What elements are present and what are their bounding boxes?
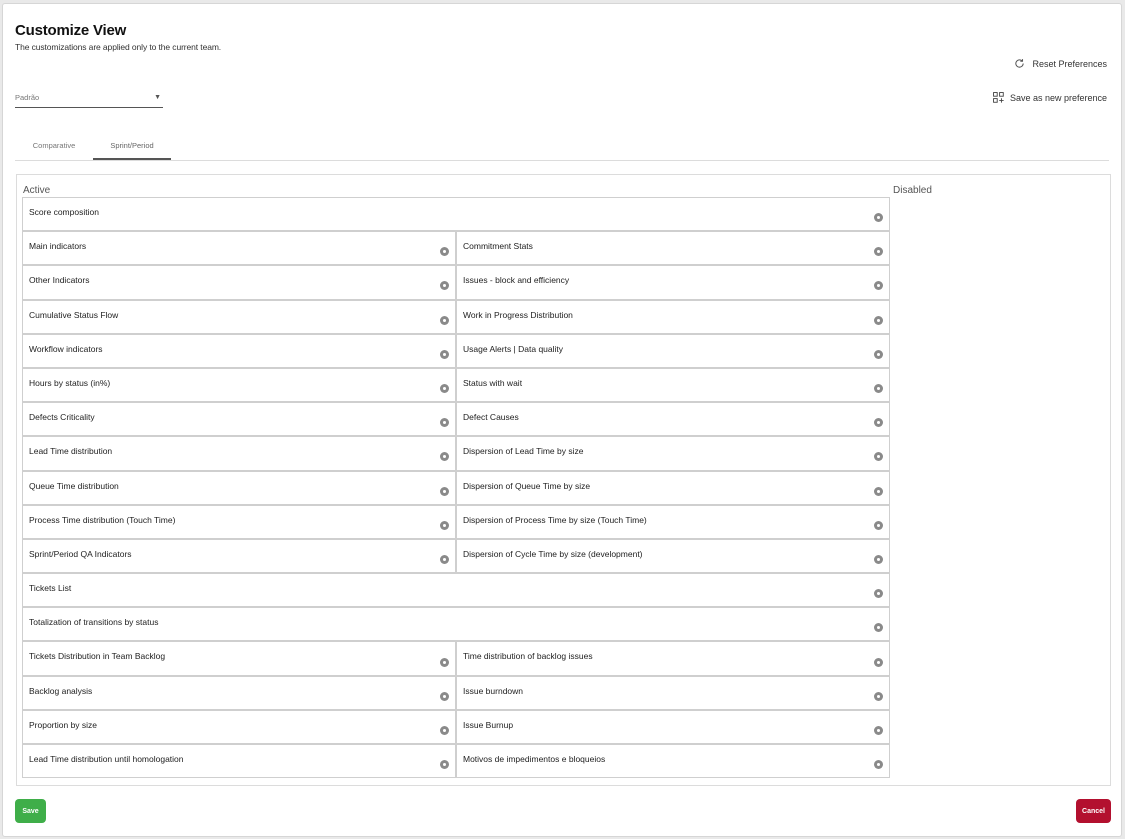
- visibility-toggle-icon[interactable]: [440, 452, 449, 461]
- widget-card[interactable]: [22, 505, 456, 539]
- reset-preferences-label: Reset Preferences: [1032, 58, 1107, 69]
- widget-card-label: Totalization of transitions by status: [29, 617, 159, 628]
- widget-card[interactable]: [22, 471, 456, 505]
- visibility-toggle-icon[interactable]: [440, 658, 449, 667]
- widget-card-label: Status with wait: [463, 377, 523, 388]
- page-subtitle: The customizations are applied only to the current team.: [15, 42, 222, 52]
- visibility-toggle-icon[interactable]: [440, 521, 449, 530]
- widget-card-label: Dispersion of Lead Time by size: [463, 446, 584, 457]
- visibility-toggle-icon[interactable]: [874, 589, 883, 598]
- widget-card-label: Usage Alerts | Data quality: [463, 343, 564, 354]
- preference-select-value: Padrão: [15, 93, 40, 102]
- widgets-panel: [16, 174, 1111, 786]
- widget-card[interactable]: [22, 197, 890, 231]
- active-column-title: Active: [23, 185, 51, 196]
- visibility-toggle-icon[interactable]: [440, 555, 449, 564]
- widget-card-label: Commitment Stats: [463, 241, 533, 252]
- widget-card[interactable]: [456, 539, 890, 573]
- widget-card-label: Queue Time distribution: [29, 480, 119, 491]
- visibility-toggle-icon[interactable]: [440, 726, 449, 735]
- widget-card[interactable]: [456, 334, 890, 368]
- visibility-toggle-icon[interactable]: [874, 418, 883, 427]
- widget-card-label: Sprint/Period QA Indicators: [29, 548, 132, 559]
- widget-card-label: Work in Progress Distribution: [463, 309, 573, 320]
- widget-card-label: Motivos de impedimentos e bloqueios: [463, 754, 606, 764]
- widget-card[interactable]: [22, 539, 456, 573]
- widget-card[interactable]: [22, 710, 456, 744]
- visibility-toggle-icon[interactable]: [440, 247, 449, 256]
- cancel-button[interactable]: Cancel: [1076, 799, 1111, 823]
- widget-card[interactable]: [22, 676, 456, 710]
- widget-card[interactable]: [22, 231, 456, 265]
- visibility-toggle-icon[interactable]: [874, 213, 883, 222]
- save-button[interactable]: Save: [15, 799, 46, 823]
- visibility-toggle-icon[interactable]: [874, 247, 883, 256]
- page-title: Customize View: [15, 22, 127, 39]
- widget-card-label: Backlog analysis: [29, 685, 93, 696]
- visibility-toggle-icon[interactable]: [440, 384, 449, 393]
- visibility-toggle-icon[interactable]: [440, 418, 449, 427]
- widget-card[interactable]: [456, 265, 890, 299]
- visibility-toggle-icon[interactable]: [440, 316, 449, 325]
- widget-card-label: Defects Criticality: [29, 412, 95, 423]
- widget-card[interactable]: [456, 471, 890, 505]
- visibility-toggle-icon[interactable]: [874, 555, 883, 564]
- active-widgets-grid: [22, 197, 890, 778]
- visibility-toggle-icon[interactable]: [440, 281, 449, 290]
- tabs-divider: [15, 160, 1109, 161]
- tab-sprint-period[interactable]: Sprint/Period: [93, 131, 171, 160]
- widget-card[interactable]: [22, 641, 456, 675]
- disabled-column-title: Disabled: [893, 185, 932, 196]
- visibility-toggle-icon[interactable]: [874, 316, 883, 325]
- widget-card-label: Issues - block and efficiency: [463, 275, 570, 286]
- widget-card-label: Lead Time distribution until homologation: [29, 754, 184, 764]
- customize-view-dialog: [2, 3, 1122, 837]
- widget-card-label: Proportion by size: [29, 719, 98, 730]
- visibility-toggle-icon[interactable]: [874, 452, 883, 461]
- widget-card-label: Dispersion of Process Time by size (Touch Time): [463, 514, 647, 525]
- visibility-toggle-icon[interactable]: [874, 726, 883, 735]
- widget-card-label: Process Time distribution (Touch Time): [29, 514, 176, 525]
- widget-card-label: Hours by status (in%): [29, 377, 111, 388]
- widget-card[interactable]: [22, 368, 456, 402]
- widget-card-label: Workflow indicators: [29, 343, 103, 354]
- visibility-toggle-icon[interactable]: [874, 623, 883, 632]
- refresh-icon: [1014, 58, 1025, 69]
- widget-card[interactable]: [22, 744, 456, 778]
- widget-card[interactable]: [22, 402, 456, 436]
- caret-down-icon: ▼: [154, 94, 161, 101]
- widget-card[interactable]: [456, 300, 890, 334]
- widget-card-label: Cumulative Status Flow: [29, 309, 119, 320]
- widget-card-label: Time distribution of backlog issues: [463, 651, 593, 662]
- widget-card[interactable]: [456, 744, 890, 778]
- tab-comparative[interactable]: Comparative: [32, 141, 76, 150]
- visibility-toggle-icon[interactable]: [440, 692, 449, 701]
- visibility-toggle-icon[interactable]: [874, 760, 883, 769]
- widget-card[interactable]: [456, 436, 890, 470]
- widget-card-label: Issue burndown: [463, 685, 524, 696]
- widget-card-label: Tickets Distribution in Team Backlog: [29, 651, 166, 662]
- visibility-toggle-icon[interactable]: [874, 487, 883, 496]
- widget-card-label: Lead Time distribution: [29, 446, 113, 457]
- widget-card[interactable]: [22, 265, 456, 299]
- widget-card-label: Main indicators: [29, 241, 87, 252]
- visibility-toggle-icon[interactable]: [440, 350, 449, 359]
- widget-card[interactable]: [456, 505, 890, 539]
- widget-card[interactable]: [22, 436, 456, 470]
- widget-card[interactable]: [22, 607, 890, 641]
- widget-card-label: Score composition: [29, 207, 99, 217]
- visibility-toggle-icon[interactable]: [874, 384, 883, 393]
- save-as-new-preference-label: Save as new preference: [1009, 92, 1107, 103]
- visibility-toggle-icon[interactable]: [874, 692, 883, 701]
- widget-card-label: Other Indicators: [29, 275, 90, 286]
- visibility-toggle-icon[interactable]: [874, 521, 883, 530]
- view-tabs: [15, 131, 171, 160]
- widget-card[interactable]: [22, 334, 456, 368]
- widget-card[interactable]: [22, 573, 890, 607]
- visibility-toggle-icon[interactable]: [874, 350, 883, 359]
- visibility-toggle-icon[interactable]: [440, 487, 449, 496]
- widget-card[interactable]: [456, 368, 890, 402]
- widget-card-label: Defect Causes: [463, 412, 519, 423]
- widget-card[interactable]: [456, 676, 890, 710]
- visibility-toggle-icon[interactable]: [874, 281, 883, 290]
- widget-card[interactable]: [456, 231, 890, 265]
- widget-card[interactable]: [22, 300, 456, 334]
- visibility-toggle-icon[interactable]: [440, 760, 449, 769]
- widget-card[interactable]: [456, 710, 890, 744]
- widget-card-label: Dispersion of Queue Time by size: [463, 480, 591, 491]
- visibility-toggle-icon[interactable]: [874, 658, 883, 667]
- grid-add-icon: [993, 92, 1004, 103]
- reset-preferences-button[interactable]: [1014, 58, 1107, 69]
- preference-select[interactable]: [15, 88, 163, 108]
- widget-card[interactable]: [456, 641, 890, 675]
- save-as-new-preference-button[interactable]: [993, 92, 1107, 103]
- widget-card[interactable]: [456, 402, 890, 436]
- widget-card-label: Tickets List: [29, 583, 72, 594]
- widget-card-label: Dispersion of Cycle Time by size (development): [463, 548, 643, 559]
- widget-card-label: Issue Burnup: [463, 719, 514, 730]
